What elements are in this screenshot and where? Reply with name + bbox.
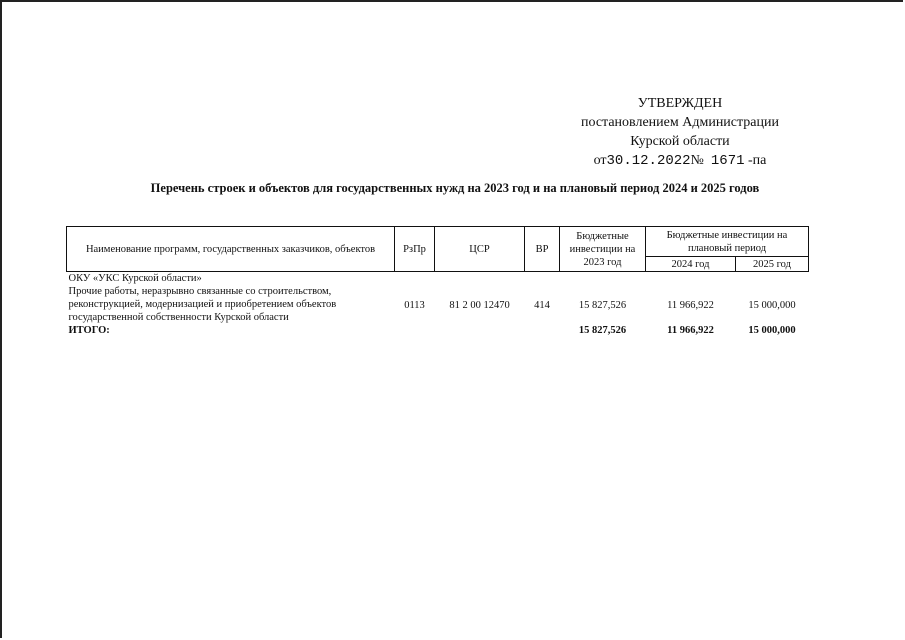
total-value-2024: 11 966,922	[667, 325, 714, 336]
row-vr: 414	[534, 300, 550, 311]
header-name: Наименование программ, государственных заказчиков, объектов	[67, 227, 395, 272]
approval-number: 1671	[710, 153, 745, 169]
row-value-2023: 15 827,526	[578, 300, 627, 311]
header-row	[67, 227, 809, 257]
org-name: ОКУ «УКС Курской области»	[68, 273, 202, 284]
approval-title: УТВЕРЖДЕН	[637, 96, 723, 111]
total-value-2023: 15 827,526	[578, 325, 627, 336]
total-label: ИТОГО:	[68, 325, 110, 336]
header-rzpr: РзПр	[395, 227, 435, 272]
total-empty-rzpr	[395, 324, 435, 337]
row-name: Прочие работы, неразрывно связанные со строительством, реконструкцией, модернизацией и приобретением объектов государственной собственности Курской области	[68, 286, 337, 323]
objects-table	[66, 226, 809, 337]
row-value-2025: 15 000,000	[748, 300, 796, 311]
document-title: Перечень строек и объектов для государственных нужд на 2023 год и на плановый период 2024 и 2025 годов	[150, 181, 760, 195]
date-prefix: от	[593, 153, 607, 168]
row-value-2024: 11 966,922	[667, 300, 714, 311]
header-year-2024: 2024 год	[646, 257, 736, 272]
total-empty-vr	[525, 324, 560, 337]
table-row	[67, 272, 809, 286]
header-csr: ЦСР	[435, 227, 525, 272]
table-row	[67, 285, 809, 324]
number-suffix: -па	[748, 153, 767, 168]
row-csr: 81 2 00 12470	[449, 300, 510, 311]
header-planned-period: Бюджетные инвестиции на плановый период	[646, 227, 809, 257]
number-sign: №	[690, 153, 704, 168]
total-empty-csr	[435, 324, 525, 337]
approval-date: 30.12.2022	[606, 153, 691, 169]
approval-stamp	[560, 94, 800, 171]
approval-line2: постановлением Администрации	[581, 115, 779, 130]
row-rzpr: 0113	[404, 300, 425, 311]
header-year-2025: 2025 год	[736, 257, 809, 272]
header-investment-2023: Бюджетные инвестиции на 2023 год	[560, 227, 646, 272]
total-row	[67, 324, 809, 337]
approval-date-line	[560, 151, 800, 171]
approval-line3: Курской области	[630, 134, 730, 149]
total-value-2025: 15 000,000	[748, 325, 796, 336]
header-vr: ВР	[525, 227, 560, 272]
